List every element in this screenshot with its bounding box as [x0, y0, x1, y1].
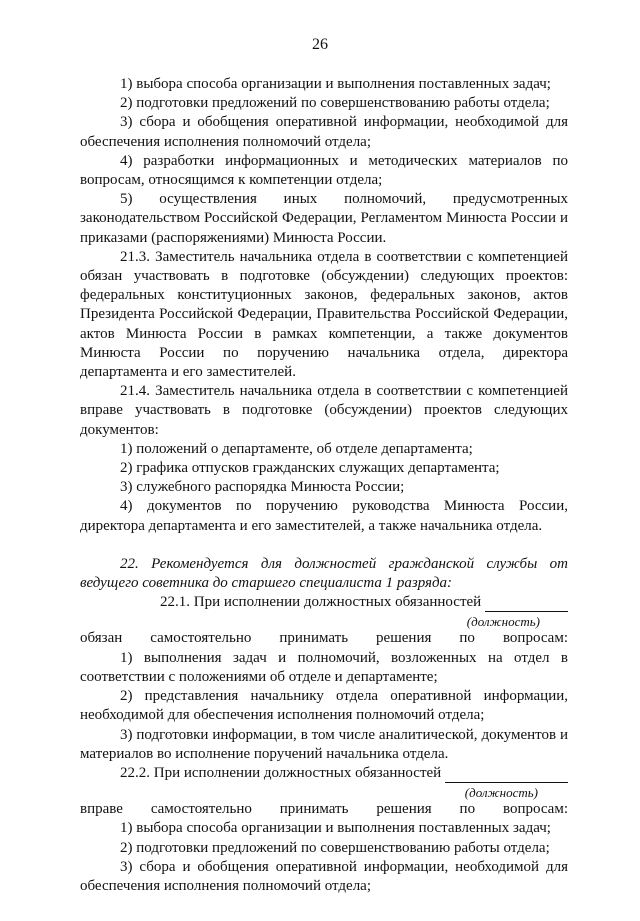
- position-blank-line: [485, 597, 568, 612]
- paragraph-22-2-text: 22.2. При исполнении должностных обязанностей: [120, 764, 442, 781]
- list-item: 2) подготовки предложений по совершенствованию работы отдела;: [120, 95, 550, 112]
- list-item: 2) подготовки предложений по совершенствованию работы отдела;: [120, 839, 550, 856]
- list-item: 5) осуществления иных полномочий, предусмотренных законодательством Российской Федерации, Регламентом Минюста России и приказами (распоряжениями) Минюста России.: [80, 191, 568, 246]
- paragraph-22-1: [80, 593, 568, 612]
- list-item: 1) положений о департаменте, об отделе департамента;: [120, 440, 473, 457]
- position-caption: [80, 783, 568, 800]
- paragraph-21-3: 21.3. Заместитель начальника отдела в соответствии с компетенцией обязан участвовать в подготовке (обсуждении) следующих проектов: федеральных конституционных законов, федеральных законов, актов Президента Российской Федерации, Правительства Российской Федерации, актов Минюста России в рамках компетенции, а также документов Минюста России по поручению начальника отдела, директора департамента и его заместителей.: [80, 248, 568, 381]
- paragraph-22-2: [80, 764, 568, 783]
- position-caption-text: (должность): [466, 614, 540, 630]
- paragraph-21-4: 21.4. Заместитель начальника отдела в соответствии с компетенцией вправе участвовать в подготовке (обсуждении) проектов следующих документов:: [80, 383, 568, 438]
- list-item: 4) документов по поручению руководства Минюста России, директора департамента и его заместителей, а также начальника отдела.: [80, 498, 568, 534]
- position-caption-text: (должность): [464, 785, 538, 801]
- list-item: 3) сбора и обобщения оперативной информации, необходимой для обеспечения исполнения полномочий отдела;: [80, 114, 568, 150]
- list-item: 4) разработки информационных и методических материалов по вопросам, относящимся к компетенции отдела;: [80, 152, 568, 189]
- position-blank-line: [445, 768, 568, 783]
- spacer: [80, 536, 568, 555]
- section-22-heading: 22. Рекомендуется для должностей гражданской службы от ведущего советника до старшего специалиста 1 разряда:: [80, 555, 568, 592]
- list-item: 1) выполнения задач и полномочий, возложенных на отдел в соответствии с положениями об отделе и департаменте;: [80, 649, 568, 685]
- entitled-line: вправе самостоятельно принимать решения по вопросам:: [80, 801, 568, 818]
- list-item: 2) представления начальнику отдела оперативной информации, необходимой для обеспечения исполнения полномочий отдела;: [80, 688, 568, 724]
- position-caption: [80, 612, 568, 629]
- list-item: 3) подготовки информации, в том числе аналитической, документов и материалов во исполнение поручений начальника отдела.: [80, 726, 568, 762]
- list-item: 1) выбора способа организации и выполнения поставленных задач;: [120, 820, 551, 837]
- list-item: 3) сбора и обобщения оперативной информации, необходимой для обеспечения исполнения полномочий отдела;: [80, 858, 568, 894]
- list-item: 2) графика отпусков гражданских служащих департамента;: [120, 460, 500, 477]
- list-item: 3) служебного распорядка Минюста России;: [120, 479, 405, 496]
- page-number: 26: [312, 36, 328, 53]
- obliged-line: обязан самостоятельно принимать решения по вопросам:: [80, 630, 568, 647]
- document-body: [80, 75, 568, 896]
- list-item: 1) выбора способа организации и выполнения поставленных задач;: [120, 76, 551, 92]
- paragraph-22-1-text: 22.1. При исполнении должностных обязанностей: [160, 594, 482, 611]
